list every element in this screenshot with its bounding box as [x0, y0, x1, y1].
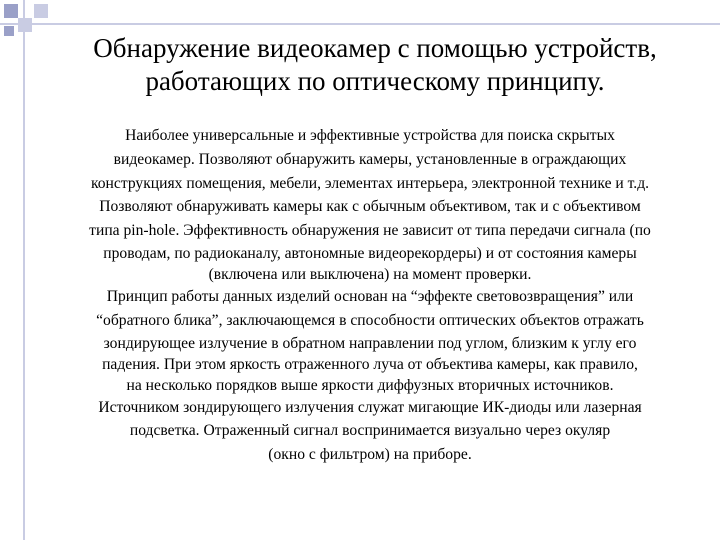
body-line: типа pin-hole. Эффективность обнаружения не зависит от типа передачи сигнала (по	[89, 222, 651, 240]
body-line: Источником зондирующего излучения служат мигающие ИК-диоды или лазерная	[98, 398, 642, 416]
body-line: зондирующее излучение в обратном направлении под углом, близким к углу его	[103, 334, 637, 352]
decor-square	[4, 4, 18, 18]
body-line: на несколько порядков выше яркости диффузных вторичных источников.	[126, 376, 614, 394]
body-line: падения. При этом яркость отраженного луча от объектива камеры, как правило,	[102, 355, 638, 373]
decor-horizontal-line	[0, 23, 720, 25]
body-line: конструкциях помещения, мебели, элементах интерьера, электронной технике и т.д.	[90, 174, 650, 192]
body-line: проводам, по радиоканалу, автономные видеорекордеры) и от состояния камеры	[103, 244, 637, 262]
body-line: “обратного блика”, заключающемся в способности оптических объектов отражать	[96, 311, 644, 329]
body-line: Наиболее универсальные и эффективные устройства для поиска скрытых	[125, 127, 615, 144]
decor-square	[18, 18, 32, 32]
body-line: Позволяют обнаруживать камеры как с обычным объективом, так и с объективом	[99, 198, 641, 216]
body-line: Принцип работы данных изделий основан на “эффекте световозвращения” или	[106, 287, 634, 305]
body-line: (включена или выключена) на момент проверки.	[208, 265, 532, 283]
body-line: видеокамер. Позволяют обнаружить камеры, установленные в ограждающих	[113, 150, 627, 168]
decor-vertical-line	[23, 0, 25, 540]
title-line-1: Обнаружение видеокамер с помощью устройств,	[93, 33, 657, 63]
body-line: подсветка. Отраженный сигнал воспринимается визуально через окуляр	[129, 422, 611, 440]
title-line-2: работающих по оптическому принципу.	[145, 66, 605, 96]
body-line: (окно с фильтром) на приборе.	[268, 446, 472, 464]
slide-title	[40, 32, 710, 98]
decor-square	[34, 4, 48, 18]
slide-body	[50, 124, 690, 467]
decor-square	[4, 26, 14, 36]
